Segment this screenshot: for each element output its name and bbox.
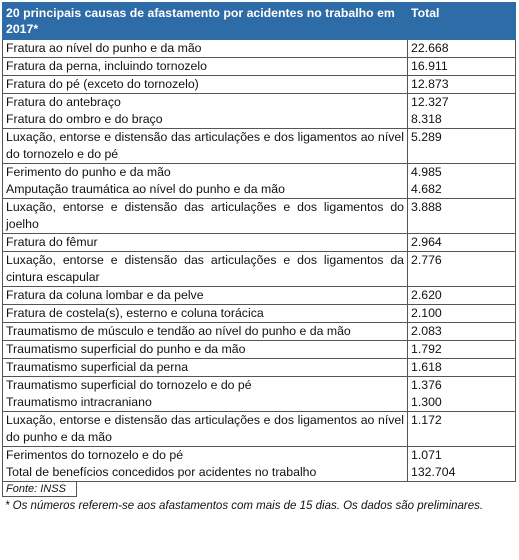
table-row bbox=[3, 377, 516, 395]
table-row bbox=[3, 287, 516, 305]
total-cell: 1.172 bbox=[408, 412, 516, 447]
table-header-row bbox=[3, 3, 516, 40]
table-row bbox=[3, 111, 516, 129]
table-row bbox=[3, 40, 516, 58]
cause-cell: Luxação, entorse e distensão das articulações e dos ligamentos da cintura escapular bbox=[3, 252, 408, 287]
table-row bbox=[3, 76, 516, 94]
cause-cell: Luxação, entorse e distensão das articulações e dos ligamentos do joelho bbox=[3, 199, 408, 234]
total-cell: 1.300 bbox=[408, 394, 516, 412]
total-cell: 2.620 bbox=[408, 287, 516, 305]
table-row bbox=[3, 252, 516, 287]
table-row bbox=[3, 199, 516, 234]
cause-cell: Fratura do antebraço bbox=[3, 94, 408, 112]
table-row bbox=[3, 394, 516, 412]
cause-cell: Ferimento do punho e da mão bbox=[3, 164, 408, 182]
cause-cell: Traumatismo superficial do tornozelo e do pé bbox=[3, 377, 408, 395]
total-cell: 4.682 bbox=[408, 181, 516, 199]
source-note: Fonte: INSS bbox=[2, 482, 77, 497]
cause-cell: Ferimentos do tornozelo e do pé bbox=[3, 447, 408, 465]
total-cell: 132.704 bbox=[408, 464, 516, 482]
total-cell: 8.318 bbox=[408, 111, 516, 129]
total-cell: 3.888 bbox=[408, 199, 516, 234]
total-cell: 12.873 bbox=[408, 76, 516, 94]
total-cell: 2.964 bbox=[408, 234, 516, 252]
total-cell: 1.792 bbox=[408, 341, 516, 359]
total-cell: 2.100 bbox=[408, 305, 516, 323]
cause-cell: Fratura da coluna lombar e da pelve bbox=[3, 287, 408, 305]
total-cell: 12.327 bbox=[408, 94, 516, 112]
total-cell: 1.618 bbox=[408, 359, 516, 377]
total-cell: 22.668 bbox=[408, 40, 516, 58]
cause-cell: Traumatismo superficial do punho e da mão bbox=[3, 341, 408, 359]
total-cell: 16.911 bbox=[408, 58, 516, 76]
table-row bbox=[3, 412, 516, 447]
table-row bbox=[3, 234, 516, 252]
header-total: Total bbox=[408, 3, 516, 40]
cause-cell: Total de benefícios concedidos por acidentes no trabalho bbox=[3, 464, 408, 482]
cause-cell: Fratura do ombro e do braço bbox=[3, 111, 408, 129]
table-row bbox=[3, 359, 516, 377]
total-cell: 1.376 bbox=[408, 377, 516, 395]
table-row-total bbox=[3, 464, 516, 482]
cause-cell: Fratura de costela(s), esterno e coluna torácica bbox=[3, 305, 408, 323]
cause-cell: Luxação, entorse e distensão das articulações e dos ligamentos ao nível do tornozelo e do pé bbox=[3, 129, 408, 164]
table-row bbox=[3, 181, 516, 199]
table-row bbox=[3, 58, 516, 76]
table-row bbox=[3, 94, 516, 112]
cause-cell: Traumatismo superficial da perna bbox=[3, 359, 408, 377]
cause-cell: Fratura do pé (exceto do tornozelo) bbox=[3, 76, 408, 94]
table-row bbox=[3, 447, 516, 465]
cause-cell: Fratura da perna, incluindo tornozelo bbox=[3, 58, 408, 76]
total-cell: 4.985 bbox=[408, 164, 516, 182]
cause-cell: Traumatismo intracraniano bbox=[3, 394, 408, 412]
cause-cell: Fratura do fêmur bbox=[3, 234, 408, 252]
cause-cell: Traumatismo de músculo e tendão ao nível do punho e da mão bbox=[3, 323, 408, 341]
cause-cell: Amputação traumática ao nível do punho e da mão bbox=[3, 181, 408, 199]
header-cause: 20 principais causas de afastamento por acidentes no trabalho em 2017* bbox=[3, 3, 408, 40]
table-row bbox=[3, 129, 516, 164]
total-cell: 5.289 bbox=[408, 129, 516, 164]
cause-cell: Luxação, entorse e distensão das articulações e dos ligamentos ao nível do punho e da mão bbox=[3, 412, 408, 447]
accident-causes-table bbox=[2, 2, 516, 482]
total-cell: 2.776 bbox=[408, 252, 516, 287]
total-cell: 1.071 bbox=[408, 447, 516, 465]
table-row bbox=[3, 323, 516, 341]
document bbox=[2, 2, 515, 514]
cause-cell: Fratura ao nível do punho e da mão bbox=[3, 40, 408, 58]
table-row bbox=[3, 305, 516, 323]
table-row bbox=[3, 341, 516, 359]
table-row bbox=[3, 164, 516, 182]
total-cell: 2.083 bbox=[408, 323, 516, 341]
footnote: * Os números referem-se aos afastamentos com mais de 15 dias. Os dados são preliminares. bbox=[5, 500, 484, 512]
